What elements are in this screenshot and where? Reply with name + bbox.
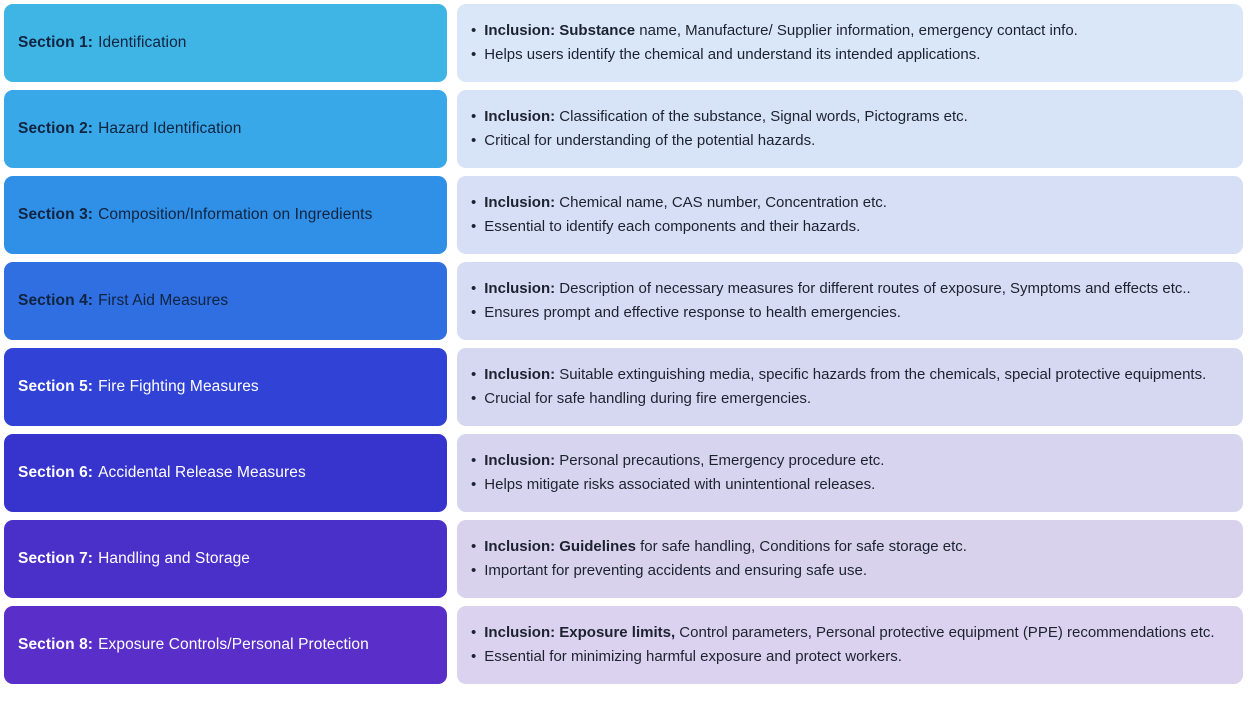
bullet-text-body: Control parameters, Personal protective equipment (PPE) recommendations etc. bbox=[675, 623, 1215, 641]
section-number-label: Section 6: bbox=[18, 464, 94, 481]
bullet-icon: • bbox=[471, 218, 477, 235]
section-card[interactable] bbox=[4, 176, 447, 254]
bullet-text-body: Helps mitigate risks associated with unintentional releases. bbox=[484, 476, 876, 493]
detail-bullet bbox=[471, 647, 1227, 667]
bullet-text-body: Crucial for safe handling during fire emergencies. bbox=[484, 390, 812, 407]
bullet-text-body: Essential for minimizing harmful exposure and protect workers. bbox=[484, 648, 902, 665]
bullet-icon: • bbox=[471, 46, 477, 63]
bullet-text bbox=[484, 279, 1227, 299]
detail-bullet bbox=[471, 475, 1227, 495]
bullet-text-body: Suitable extinguishing media, specific hazards from the chemicals, special protective equipments. bbox=[555, 365, 1207, 383]
bullet-text bbox=[484, 451, 1227, 471]
section-details-card bbox=[457, 434, 1243, 512]
section-card[interactable] bbox=[4, 348, 447, 426]
diagram-row bbox=[4, 348, 1243, 426]
section-card[interactable] bbox=[4, 262, 447, 340]
detail-bullet bbox=[471, 561, 1227, 581]
diagram-row bbox=[4, 434, 1243, 512]
bullet-icon: • bbox=[471, 648, 477, 665]
diagram-row bbox=[4, 262, 1243, 340]
section-title-label: Identification bbox=[98, 34, 187, 51]
section-card[interactable] bbox=[4, 520, 447, 598]
bullet-text-body: Chemical name, CAS number, Concentration etc. bbox=[555, 193, 887, 211]
bullet-icon: • bbox=[471, 562, 477, 579]
detail-bullet bbox=[471, 107, 1227, 127]
bullet-icon: • bbox=[471, 537, 477, 555]
bullet-icon: • bbox=[471, 21, 477, 39]
diagram-row bbox=[4, 520, 1243, 598]
section-title-label: Accidental Release Measures bbox=[98, 464, 306, 481]
bullet-text-emphasis: Inclusion: bbox=[484, 451, 556, 469]
section-details-card bbox=[457, 262, 1243, 340]
detail-bullet bbox=[471, 131, 1227, 151]
bullet-text-body: Helps users identify the chemical and understand its intended applications. bbox=[484, 46, 981, 63]
bullet-text-body: Ensures prompt and effective response to health emergencies. bbox=[484, 304, 901, 321]
detail-bullet bbox=[471, 217, 1227, 237]
section-details-card bbox=[457, 176, 1243, 254]
bullet-text bbox=[484, 475, 1227, 495]
section-number-label: Section 3: bbox=[18, 206, 94, 223]
bullet-text bbox=[484, 537, 1227, 557]
bullet-icon: • bbox=[471, 365, 477, 383]
bullet-text bbox=[484, 561, 1227, 581]
bullet-text-emphasis: Inclusion: bbox=[484, 107, 556, 125]
bullet-icon: • bbox=[471, 623, 477, 641]
bullet-icon: • bbox=[471, 451, 477, 469]
section-details-card bbox=[457, 606, 1243, 684]
section-details-card bbox=[457, 4, 1243, 82]
bullet-text-body: Classification of the substance, Signal words, Pictograms etc. bbox=[555, 107, 968, 125]
bullet-text-emphasis: Inclusion: Exposure limits, bbox=[484, 623, 676, 641]
bullet-text bbox=[484, 217, 1227, 237]
detail-bullet bbox=[471, 279, 1227, 299]
bullet-text bbox=[484, 365, 1227, 385]
bullet-text bbox=[484, 303, 1227, 323]
section-number-label: Section 7: bbox=[18, 550, 94, 567]
bullet-text bbox=[484, 45, 1227, 65]
diagram-row bbox=[4, 90, 1243, 168]
bullet-text bbox=[484, 647, 1227, 667]
detail-bullet bbox=[471, 537, 1227, 557]
detail-bullet bbox=[471, 623, 1227, 643]
bullet-icon: • bbox=[471, 476, 477, 493]
detail-bullet bbox=[471, 193, 1227, 213]
bullet-text-body: Description of necessary measures for different routes of exposure, Symptoms and effects etc.. bbox=[555, 279, 1191, 297]
detail-bullet bbox=[471, 21, 1227, 41]
bullet-text bbox=[484, 623, 1227, 643]
bullet-text-body: Important for preventing accidents and ensuring safe use. bbox=[484, 562, 867, 579]
diagram-row bbox=[4, 606, 1243, 684]
detail-bullet bbox=[471, 303, 1227, 323]
detail-bullet bbox=[471, 451, 1227, 471]
bullet-text-emphasis: Inclusion: bbox=[484, 365, 556, 383]
diagram-row bbox=[4, 176, 1243, 254]
section-number-label: Section 8: bbox=[18, 636, 94, 653]
bullet-text-body: for safe handling, Conditions for safe storage etc. bbox=[635, 537, 967, 555]
bullet-icon: • bbox=[471, 132, 477, 149]
bullet-text-emphasis: Inclusion: Guidelines bbox=[484, 537, 636, 555]
bullet-text bbox=[484, 21, 1227, 41]
section-card[interactable] bbox=[4, 434, 447, 512]
detail-bullet bbox=[471, 389, 1227, 409]
bullet-text-emphasis: Inclusion: bbox=[484, 193, 556, 211]
section-number-label: Section 5: bbox=[18, 378, 94, 395]
section-details-card bbox=[457, 520, 1243, 598]
section-title-label: Fire Fighting Measures bbox=[98, 378, 259, 395]
section-number-label: Section 2: bbox=[18, 120, 94, 137]
section-title-label: Hazard Identification bbox=[98, 120, 242, 137]
section-details-card bbox=[457, 348, 1243, 426]
bullet-icon: • bbox=[471, 107, 477, 125]
bullet-icon: • bbox=[471, 390, 477, 407]
bullet-text-body: name, Manufacture/ Supplier information, emergency contact info. bbox=[635, 21, 1078, 39]
bullet-icon: • bbox=[471, 304, 477, 321]
bullet-text bbox=[484, 107, 1227, 127]
bullet-text bbox=[484, 193, 1227, 213]
bullet-text bbox=[484, 389, 1227, 409]
bullet-text-body: Essential to identify each components and their hazards. bbox=[484, 218, 861, 235]
section-card[interactable] bbox=[4, 90, 447, 168]
section-title-label: First Aid Measures bbox=[98, 292, 229, 309]
section-card[interactable] bbox=[4, 606, 447, 684]
section-details-card bbox=[457, 90, 1243, 168]
bullet-text-emphasis: Inclusion: bbox=[484, 279, 556, 297]
section-title-label: Handling and Storage bbox=[98, 550, 251, 567]
bullet-icon: • bbox=[471, 193, 477, 211]
bullet-text bbox=[484, 131, 1227, 151]
bullet-text-emphasis: Inclusion: Substance bbox=[484, 21, 636, 39]
section-title-label: Composition/Information on Ingredients bbox=[98, 206, 373, 223]
section-title-label: Exposure Controls/Personal Protection bbox=[98, 636, 369, 653]
section-card[interactable] bbox=[4, 4, 447, 82]
diagram-row bbox=[4, 4, 1243, 82]
section-number-label: Section 1: bbox=[18, 34, 94, 51]
bullet-icon: • bbox=[471, 279, 477, 297]
detail-bullet bbox=[471, 45, 1227, 65]
bullet-text-body: Critical for understanding of the potential hazards. bbox=[484, 132, 816, 149]
bullet-text-body: Personal precautions, Emergency procedure etc. bbox=[555, 451, 885, 469]
section-number-label: Section 4: bbox=[18, 292, 94, 309]
detail-bullet bbox=[471, 365, 1227, 385]
